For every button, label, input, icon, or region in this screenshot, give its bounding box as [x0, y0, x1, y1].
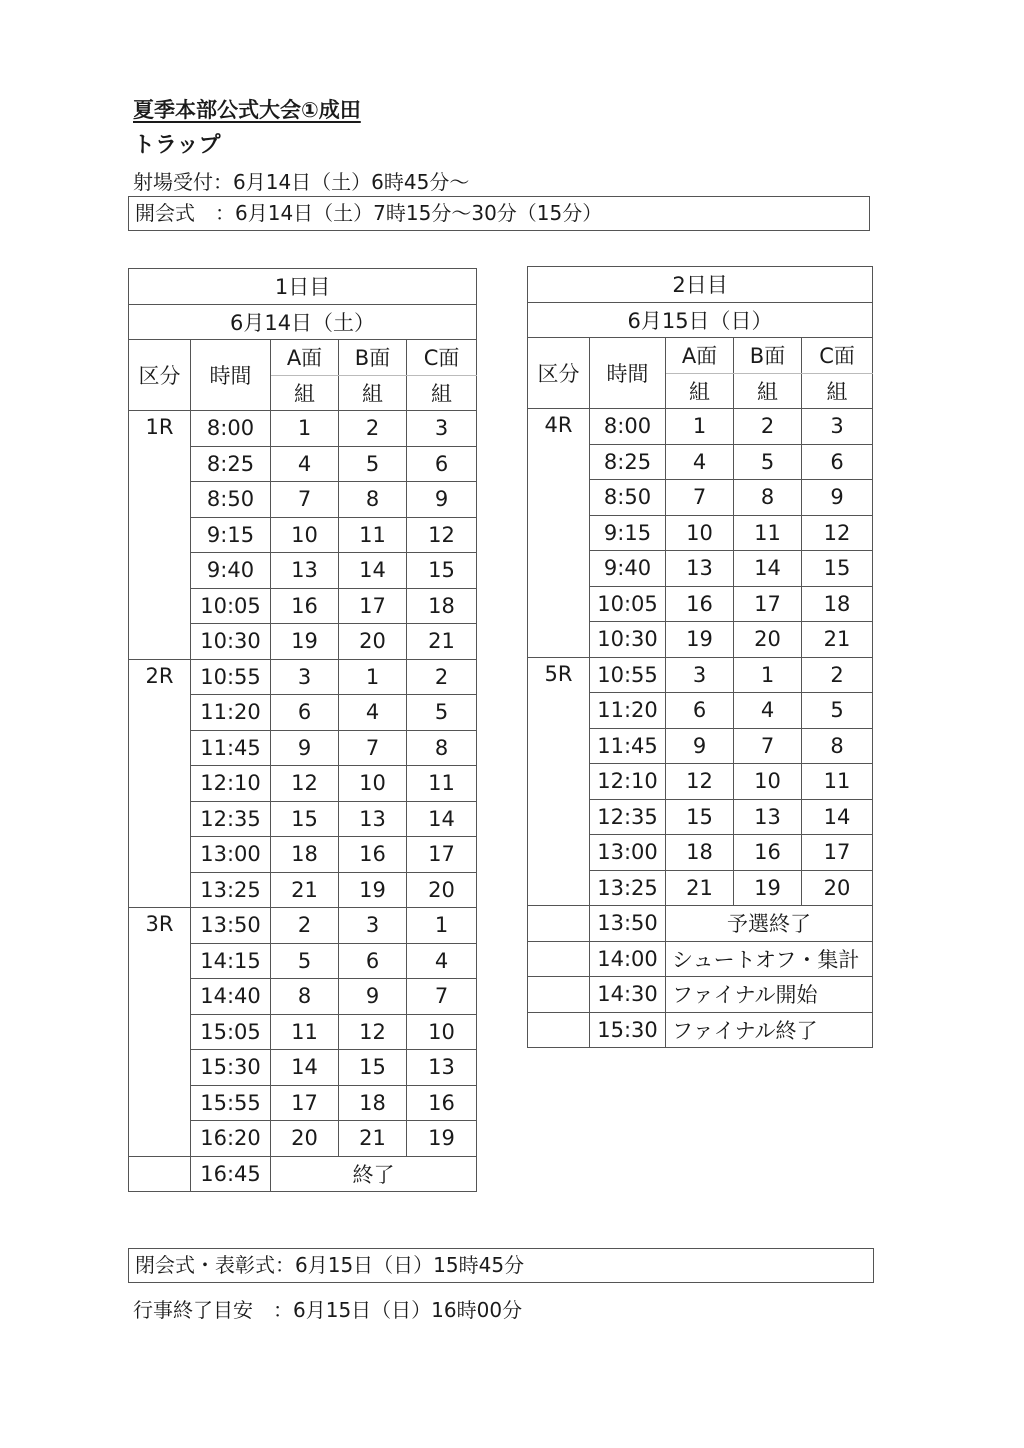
time-cell: 15:30: [191, 1050, 271, 1086]
b-group-cell: 2: [339, 411, 407, 447]
b-group-cell: 19: [339, 872, 407, 908]
b-group-cell: 10: [734, 764, 802, 800]
event-row: [528, 1012, 873, 1048]
day-label-row: [129, 269, 477, 305]
event-section-cell: [528, 977, 590, 1013]
b-group-cell: 3: [339, 908, 407, 944]
b-face-header: B面: [339, 340, 407, 376]
a-group-cell: 12: [666, 764, 734, 800]
time-cell: 9:15: [590, 515, 666, 551]
round-label: 5R: [528, 657, 590, 906]
round-label: 1R: [129, 411, 191, 660]
time-cell: 10:05: [191, 588, 271, 624]
b-group-cell: 4: [734, 693, 802, 729]
time-cell: 15:05: [191, 1014, 271, 1050]
event-row: [528, 906, 873, 942]
b-group-cell: 20: [734, 622, 802, 658]
c-group-cell: 10: [407, 1014, 477, 1050]
b-group-cell: 11: [734, 515, 802, 551]
a-group-cell: 20: [271, 1121, 339, 1157]
event-type: トラップ: [133, 133, 221, 158]
a-group-cell: 21: [666, 870, 734, 906]
a-group-cell: 10: [271, 517, 339, 553]
time-cell: 11:45: [191, 730, 271, 766]
event-section-cell: [528, 1012, 590, 1048]
section-header: 区分: [129, 340, 191, 411]
b-group-cell: 17: [339, 588, 407, 624]
time-cell: 15:55: [191, 1085, 271, 1121]
a-group-cell: 18: [271, 837, 339, 873]
b-group-cell: 2: [734, 409, 802, 445]
b-group-cell: 18: [339, 1085, 407, 1121]
a-group-cell: 12: [271, 766, 339, 802]
time-cell: 9:40: [590, 551, 666, 587]
c-group-cell: 14: [802, 799, 873, 835]
c-group-cell: 7: [407, 979, 477, 1015]
c-group-cell: 5: [802, 693, 873, 729]
time-cell: 14:40: [191, 979, 271, 1015]
group-label-a: 組: [271, 375, 339, 411]
event-label: シュートオフ・集計: [666, 941, 873, 977]
closing-ceremony-box: 閉会式・表彰式：6月15日（日）15時45分: [128, 1248, 874, 1283]
a-group-cell: 16: [271, 588, 339, 624]
table-row: [129, 908, 477, 944]
b-group-cell: 1: [734, 657, 802, 693]
table-row: [129, 659, 477, 695]
a-group-cell: 11: [271, 1014, 339, 1050]
b-group-cell: 6: [339, 943, 407, 979]
b-group-cell: 21: [339, 1121, 407, 1157]
c-group-cell: 17: [407, 837, 477, 873]
time-cell: 8:00: [590, 409, 666, 445]
c-group-cell: 20: [407, 872, 477, 908]
b-group-cell: 5: [339, 446, 407, 482]
b-group-cell: 7: [734, 728, 802, 764]
b-group-cell: 10: [339, 766, 407, 802]
day-label-row: [528, 267, 873, 303]
page-title: 夏季本部公式大会①成田: [133, 98, 361, 122]
a-group-cell: 19: [666, 622, 734, 658]
time-cell: 13:00: [191, 837, 271, 873]
c-face-header: C面: [407, 340, 477, 376]
c-group-cell: 21: [802, 622, 873, 658]
time-cell: 13:25: [590, 870, 666, 906]
c-group-cell: 21: [407, 624, 477, 660]
a-group-cell: 13: [271, 553, 339, 589]
day1-schedule-table: [128, 268, 477, 1192]
a-group-cell: 4: [271, 446, 339, 482]
table-row: [528, 657, 873, 693]
a-group-cell: 3: [271, 659, 339, 695]
time-cell: 12:10: [590, 764, 666, 800]
a-group-cell: 8: [271, 979, 339, 1015]
c-group-cell: 8: [802, 728, 873, 764]
column-header-row: [129, 340, 477, 376]
time-cell: 12:35: [590, 799, 666, 835]
c-group-cell: 17: [802, 835, 873, 871]
c-group-cell: 12: [802, 515, 873, 551]
group-label-c: 組: [407, 375, 477, 411]
a-group-cell: 6: [271, 695, 339, 731]
time-header: 時間: [590, 338, 666, 409]
time-cell: 13:00: [590, 835, 666, 871]
b-group-cell: 8: [339, 482, 407, 518]
event-row: [129, 1156, 477, 1192]
a-face-header: A面: [271, 340, 339, 376]
time-cell: 14:15: [191, 943, 271, 979]
round-label: 2R: [129, 659, 191, 908]
a-group-cell: 19: [271, 624, 339, 660]
day-label: 1日目: [129, 269, 477, 305]
table-row: [129, 411, 477, 447]
section-header: 区分: [528, 338, 590, 409]
b-face-header: B面: [734, 338, 802, 374]
event-time-cell: 14:30: [590, 977, 666, 1013]
a-group-cell: 9: [666, 728, 734, 764]
day2-schedule-table: [527, 266, 873, 1048]
c-group-cell: 11: [802, 764, 873, 800]
b-group-cell: 13: [339, 801, 407, 837]
time-cell: 10:30: [590, 622, 666, 658]
event-time-cell: 14:00: [590, 941, 666, 977]
b-group-cell: 11: [339, 517, 407, 553]
b-group-cell: 17: [734, 586, 802, 622]
c-group-cell: 5: [407, 695, 477, 731]
a-group-cell: 9: [271, 730, 339, 766]
b-group-cell: 13: [734, 799, 802, 835]
event-label: ファイナル終了: [666, 1012, 873, 1048]
a-group-cell: 3: [666, 657, 734, 693]
date-label: 6月15日（日）: [528, 302, 873, 338]
round-label: 4R: [528, 409, 590, 658]
a-group-cell: 16: [666, 586, 734, 622]
time-cell: 8:25: [590, 444, 666, 480]
a-group-cell: 10: [666, 515, 734, 551]
b-group-cell: 8: [734, 480, 802, 516]
b-group-cell: 9: [339, 979, 407, 1015]
c-group-cell: 20: [802, 870, 873, 906]
time-cell: 11:20: [191, 695, 271, 731]
time-header: 時間: [191, 340, 271, 411]
date-label: 6月14日（土）: [129, 304, 477, 340]
c-group-cell: 1: [407, 908, 477, 944]
c-group-cell: 6: [407, 446, 477, 482]
column-header-row: [528, 338, 873, 374]
c-group-cell: 19: [407, 1121, 477, 1157]
day-label: 2日目: [528, 267, 873, 303]
b-group-cell: 20: [339, 624, 407, 660]
b-group-cell: 7: [339, 730, 407, 766]
event-row: [528, 977, 873, 1013]
date-row: [528, 302, 873, 338]
event-section-cell: [528, 941, 590, 977]
a-group-cell: 1: [666, 409, 734, 445]
event-section-cell: [129, 1156, 191, 1192]
a-group-cell: 13: [666, 551, 734, 587]
a-group-cell: 6: [666, 693, 734, 729]
end-estimate-line: 行事終了目安 ：6月15日（日）16時00分: [133, 1298, 523, 1322]
b-group-cell: 16: [339, 837, 407, 873]
event-time-cell: 16:45: [191, 1156, 271, 1192]
a-group-cell: 15: [666, 799, 734, 835]
time-cell: 12:35: [191, 801, 271, 837]
b-group-cell: 19: [734, 870, 802, 906]
a-group-cell: 7: [666, 480, 734, 516]
c-group-cell: 13: [407, 1050, 477, 1086]
c-group-cell: 14: [407, 801, 477, 837]
b-group-cell: 14: [734, 551, 802, 587]
time-cell: 16:20: [191, 1121, 271, 1157]
b-group-cell: 16: [734, 835, 802, 871]
time-cell: 8:00: [191, 411, 271, 447]
a-group-cell: 1: [271, 411, 339, 447]
event-time-cell: 15:30: [590, 1012, 666, 1048]
a-group-cell: 5: [271, 943, 339, 979]
event-time-cell: 13:50: [590, 906, 666, 942]
b-group-cell: 1: [339, 659, 407, 695]
c-group-cell: 18: [407, 588, 477, 624]
event-section-cell: [528, 906, 590, 942]
group-label-a: 組: [666, 373, 734, 409]
time-cell: 10:30: [191, 624, 271, 660]
c-group-cell: 18: [802, 586, 873, 622]
c-group-cell: 15: [802, 551, 873, 587]
time-cell: 9:40: [191, 553, 271, 589]
event-label: 終了: [271, 1156, 477, 1192]
event-label: ファイナル開始: [666, 977, 873, 1013]
b-group-cell: 14: [339, 553, 407, 589]
a-group-cell: 14: [271, 1050, 339, 1086]
a-group-cell: 4: [666, 444, 734, 480]
b-group-cell: 12: [339, 1014, 407, 1050]
opening-ceremony-box: 開会式 ：6月14日（土）7時15分～30分（15分）: [128, 196, 870, 231]
time-cell: 8:25: [191, 446, 271, 482]
c-face-header: C面: [802, 338, 873, 374]
a-group-cell: 18: [666, 835, 734, 871]
group-label-b: 組: [734, 373, 802, 409]
c-group-cell: 9: [407, 482, 477, 518]
time-cell: 11:20: [590, 693, 666, 729]
c-group-cell: 15: [407, 553, 477, 589]
event-label: 予選終了: [666, 906, 873, 942]
b-group-cell: 4: [339, 695, 407, 731]
c-group-cell: 6: [802, 444, 873, 480]
a-group-cell: 15: [271, 801, 339, 837]
date-row: [129, 304, 477, 340]
time-cell: 12:10: [191, 766, 271, 802]
c-group-cell: 8: [407, 730, 477, 766]
c-group-cell: 11: [407, 766, 477, 802]
a-group-cell: 21: [271, 872, 339, 908]
time-cell: 13:50: [191, 908, 271, 944]
time-cell: 10:55: [191, 659, 271, 695]
c-group-cell: 2: [407, 659, 477, 695]
c-group-cell: 3: [802, 409, 873, 445]
a-face-header: A面: [666, 338, 734, 374]
c-group-cell: 4: [407, 943, 477, 979]
event-row: [528, 941, 873, 977]
time-cell: 11:45: [590, 728, 666, 764]
a-group-cell: 17: [271, 1085, 339, 1121]
c-group-cell: 16: [407, 1085, 477, 1121]
round-label: 3R: [129, 908, 191, 1157]
group-label-b: 組: [339, 375, 407, 411]
time-cell: 8:50: [191, 482, 271, 518]
time-cell: 8:50: [590, 480, 666, 516]
c-group-cell: 12: [407, 517, 477, 553]
c-group-cell: 9: [802, 480, 873, 516]
c-group-cell: 3: [407, 411, 477, 447]
group-label-c: 組: [802, 373, 873, 409]
c-group-cell: 2: [802, 657, 873, 693]
table-row: [528, 409, 873, 445]
reception-line: 射場受付：6月14日（土）6時45分～: [133, 170, 470, 194]
time-cell: 13:25: [191, 872, 271, 908]
b-group-cell: 5: [734, 444, 802, 480]
time-cell: 9:15: [191, 517, 271, 553]
b-group-cell: 15: [339, 1050, 407, 1086]
time-cell: 10:05: [590, 586, 666, 622]
a-group-cell: 7: [271, 482, 339, 518]
time-cell: 10:55: [590, 657, 666, 693]
a-group-cell: 2: [271, 908, 339, 944]
